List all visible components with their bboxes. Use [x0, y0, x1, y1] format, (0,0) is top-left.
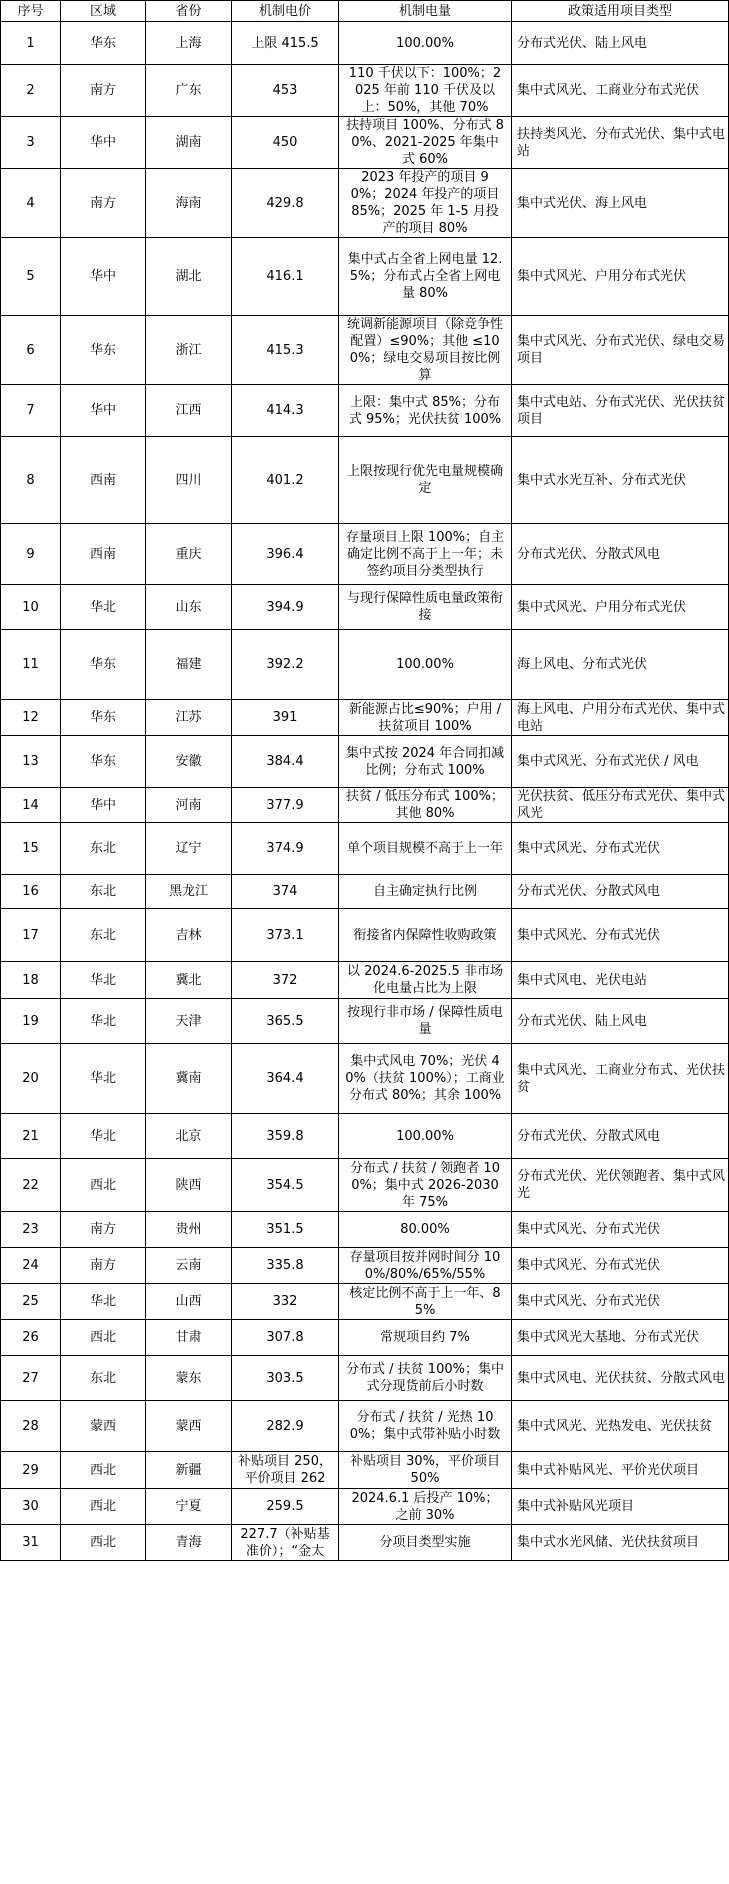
table-row — [1, 585, 729, 630]
project-type-cell: 集中式风光、分布式光伏、绿电交易项目 — [512, 316, 729, 385]
project-type-cell: 集中式风光、分布式光伏 / 风电 — [512, 736, 729, 788]
mechanism-price-cell: 372 — [232, 962, 339, 999]
row-number-cell: 7 — [1, 385, 61, 437]
province-cell: 江西 — [146, 385, 232, 437]
mechanism-volume-cell: 分布式 / 扶贫 / 光热 100%；集中式带补贴小时数 — [339, 1401, 512, 1452]
project-type-cell: 集中式补贴风光项目 — [512, 1489, 729, 1525]
mechanism-price-cell: 377.9 — [232, 788, 339, 823]
mechanism-price-cell: 414.3 — [232, 385, 339, 437]
table-row — [1, 1248, 729, 1284]
mechanism-price-cell: 365.5 — [232, 999, 339, 1044]
table-row — [1, 169, 729, 238]
province-cell: 青海 — [146, 1525, 232, 1561]
table-row — [1, 385, 729, 437]
mechanism-volume-cell: 衔接省内保障性收购政策 — [339, 909, 512, 962]
mechanism-price-cell: 394.9 — [232, 585, 339, 630]
row-number-cell: 4 — [1, 169, 61, 238]
project-type-cell: 分布式光伏、陆上风电 — [512, 22, 729, 65]
project-type-cell: 扶持类风光、分布式光伏、集中式电站 — [512, 117, 729, 169]
table-row — [1, 22, 729, 65]
project-type-cell: 集中式光伏、海上风电 — [512, 169, 729, 238]
region-cell: 华北 — [61, 585, 146, 630]
table-row — [1, 1452, 729, 1489]
mechanism-volume-cell: 集中式按 2024 年合同扣减比例；分布式 100% — [339, 736, 512, 788]
mechanism-price-cell: 303.5 — [232, 1356, 339, 1401]
project-type-cell: 集中式风光、分布式光伏 — [512, 1212, 729, 1248]
mechanism-volume-cell: 上限按现行优先电量规模确定 — [339, 437, 512, 524]
project-type-cell: 集中式风电、光伏电站 — [512, 962, 729, 999]
project-type-cell: 集中式风光、户用分布式光伏 — [512, 238, 729, 316]
mechanism-price-cell: 335.8 — [232, 1248, 339, 1284]
table-row — [1, 1284, 729, 1320]
province-cell: 浙江 — [146, 316, 232, 385]
mechanism-volume-cell: 扶贫 / 低压分布式 100%；其他 80% — [339, 788, 512, 823]
region-cell: 华东 — [61, 630, 146, 700]
header-cell: 省份 — [146, 1, 232, 22]
province-cell: 四川 — [146, 437, 232, 524]
province-cell: 北京 — [146, 1114, 232, 1159]
mechanism-volume-cell: 分项目类型实施 — [339, 1525, 512, 1561]
header-cell: 区域 — [61, 1, 146, 22]
row-number-cell: 25 — [1, 1284, 61, 1320]
region-cell: 华中 — [61, 238, 146, 316]
row-number-cell: 18 — [1, 962, 61, 999]
region-cell: 西北 — [61, 1525, 146, 1561]
mechanism-volume-cell: 常规项目约 7% — [339, 1320, 512, 1356]
province-cell: 黑龙江 — [146, 875, 232, 909]
mechanism-volume-cell: 核定比例不高于上一年、85% — [339, 1284, 512, 1320]
province-cell: 甘肃 — [146, 1320, 232, 1356]
mechanism-price-cell: 384.4 — [232, 736, 339, 788]
province-cell: 湖北 — [146, 238, 232, 316]
row-number-cell: 11 — [1, 630, 61, 700]
province-cell: 冀南 — [146, 1044, 232, 1114]
header-cell: 序号 — [1, 1, 61, 22]
mechanism-price-cell: 373.1 — [232, 909, 339, 962]
province-cell: 贵州 — [146, 1212, 232, 1248]
province-cell: 河南 — [146, 788, 232, 823]
table-row — [1, 238, 729, 316]
mechanism-price-cell: 332 — [232, 1284, 339, 1320]
row-number-cell: 26 — [1, 1320, 61, 1356]
region-cell: 南方 — [61, 169, 146, 238]
row-number-cell: 29 — [1, 1452, 61, 1489]
table-row — [1, 316, 729, 385]
table-row — [1, 437, 729, 524]
mechanism-volume-cell: 存量项目上限 100%；自主确定比例不高于上一年；未签约项目分类型执行 — [339, 524, 512, 585]
project-type-cell: 分布式光伏、光伏领跑者、集中式风光 — [512, 1159, 729, 1212]
table-row — [1, 1489, 729, 1525]
project-type-cell: 分布式光伏、分散式风电 — [512, 1114, 729, 1159]
region-cell: 华中 — [61, 117, 146, 169]
region-cell: 西北 — [61, 1489, 146, 1525]
province-cell: 福建 — [146, 630, 232, 700]
region-cell: 东北 — [61, 1356, 146, 1401]
region-cell: 华东 — [61, 736, 146, 788]
province-cell: 上海 — [146, 22, 232, 65]
header-cell: 机制电量 — [339, 1, 512, 22]
mechanism-volume-cell: 集中式占全省上网电量 12.5%；分布式占全省上网电量 80% — [339, 238, 512, 316]
mechanism-volume-cell: 补贴项目 30%，平价项目 50% — [339, 1452, 512, 1489]
mechanism-volume-cell: 以 2024.6-2025.5 非市场化电量占比为上限 — [339, 962, 512, 999]
mechanism-volume-cell: 自主确定执行比例 — [339, 875, 512, 909]
mechanism-price-cell: 227.7（补贴基准价）；“金太 — [232, 1525, 339, 1561]
mechanism-volume-cell: 扶持项目 100%、分布式 80%、2021-2025 年集中式 60% — [339, 117, 512, 169]
row-number-cell: 16 — [1, 875, 61, 909]
table-row — [1, 1212, 729, 1248]
mechanism-volume-cell: 2023 年投产的项目 90%；2024 年投产的项目 85%；2025 年 1-5 月投产的项目 80% — [339, 169, 512, 238]
table-row — [1, 962, 729, 999]
region-cell: 西北 — [61, 1159, 146, 1212]
mechanism-price-cell: 416.1 — [232, 238, 339, 316]
row-number-cell: 22 — [1, 1159, 61, 1212]
project-type-cell: 集中式风光、分布式光伏 — [512, 1248, 729, 1284]
table-row — [1, 1401, 729, 1452]
row-number-cell: 6 — [1, 316, 61, 385]
mechanism-price-cell: 374 — [232, 875, 339, 909]
row-number-cell: 24 — [1, 1248, 61, 1284]
table-row — [1, 875, 729, 909]
mechanism-price-cell: 上限 415.5 — [232, 22, 339, 65]
region-cell: 华东 — [61, 316, 146, 385]
row-number-cell: 5 — [1, 238, 61, 316]
row-number-cell: 2 — [1, 65, 61, 117]
mechanism-volume-cell: 统调新能源项目（除竞争性配置）≤90%；其他 ≤100%；绿电交易项目按比例算 — [339, 316, 512, 385]
table-row — [1, 1044, 729, 1114]
region-cell: 南方 — [61, 65, 146, 117]
project-type-cell: 集中式风光、工商业分布式光伏 — [512, 65, 729, 117]
table-row — [1, 823, 729, 875]
province-cell: 山东 — [146, 585, 232, 630]
project-type-cell: 光伏扶贫、低压分布式光伏、集中式风光 — [512, 788, 729, 823]
region-cell: 华北 — [61, 962, 146, 999]
mechanism-volume-cell: 与现行保障性质电量政策衔接 — [339, 585, 512, 630]
province-cell: 山西 — [146, 1284, 232, 1320]
mechanism-volume-cell: 分布式 / 扶贫 / 领跑者 100%；集中式 2026-2030 年 75% — [339, 1159, 512, 1212]
region-cell: 华中 — [61, 385, 146, 437]
region-cell: 西南 — [61, 524, 146, 585]
region-cell: 南方 — [61, 1248, 146, 1284]
mechanism-volume-cell: 100.00% — [339, 22, 512, 65]
project-type-cell: 集中式补贴风光、平价光伏项目 — [512, 1452, 729, 1489]
row-number-cell: 19 — [1, 999, 61, 1044]
row-number-cell: 1 — [1, 22, 61, 65]
project-type-cell: 分布式光伏、分散式风电 — [512, 524, 729, 585]
mechanism-price-cell: 359.8 — [232, 1114, 339, 1159]
row-number-cell: 15 — [1, 823, 61, 875]
table-row — [1, 65, 729, 117]
row-number-cell: 17 — [1, 909, 61, 962]
region-cell: 东北 — [61, 875, 146, 909]
mechanism-price-cell: 374.9 — [232, 823, 339, 875]
province-cell: 蒙东 — [146, 1356, 232, 1401]
mechanism-price-cell: 364.4 — [232, 1044, 339, 1114]
table-row — [1, 1356, 729, 1401]
region-cell: 西南 — [61, 437, 146, 524]
project-type-cell: 集中式风光、分布式光伏 — [512, 909, 729, 962]
province-cell: 辽宁 — [146, 823, 232, 875]
mechanism-price-cell: 392.2 — [232, 630, 339, 700]
table-row — [1, 736, 729, 788]
row-number-cell: 30 — [1, 1489, 61, 1525]
region-cell: 东北 — [61, 823, 146, 875]
mechanism-volume-cell: 上限：集中式 85%；分布式 95%；光伏扶贫 100% — [339, 385, 512, 437]
project-type-cell: 集中式水光互补、分布式光伏 — [512, 437, 729, 524]
mechanism-price-cell: 401.2 — [232, 437, 339, 524]
region-cell: 南方 — [61, 1212, 146, 1248]
mechanism-volume-cell: 80.00% — [339, 1212, 512, 1248]
row-number-cell: 21 — [1, 1114, 61, 1159]
project-type-cell: 集中式风光、分布式光伏 — [512, 1284, 729, 1320]
project-type-cell: 集中式风光、工商业分布式、光伏扶贫 — [512, 1044, 729, 1114]
project-type-cell: 集中式风光大基地、分布式光伏 — [512, 1320, 729, 1356]
table-row — [1, 1114, 729, 1159]
mechanism-volume-cell: 100.00% — [339, 1114, 512, 1159]
project-type-cell: 海上风电、分布式光伏 — [512, 630, 729, 700]
region-cell: 华中 — [61, 788, 146, 823]
table-row — [1, 909, 729, 962]
region-cell: 华北 — [61, 1114, 146, 1159]
row-number-cell: 3 — [1, 117, 61, 169]
region-cell: 华北 — [61, 1284, 146, 1320]
mechanism-price-cell: 354.5 — [232, 1159, 339, 1212]
mechanism-volume-cell: 100.00% — [339, 630, 512, 700]
province-cell: 海南 — [146, 169, 232, 238]
row-number-cell: 12 — [1, 700, 61, 736]
project-type-cell: 集中式风光、分布式光伏 — [512, 823, 729, 875]
province-cell: 吉林 — [146, 909, 232, 962]
mechanism-price-cell: 259.5 — [232, 1489, 339, 1525]
region-cell: 西北 — [61, 1452, 146, 1489]
province-cell: 云南 — [146, 1248, 232, 1284]
table-row — [1, 1159, 729, 1212]
province-cell: 重庆 — [146, 524, 232, 585]
table-body — [1, 22, 729, 1561]
mechanism-price-cell: 450 — [232, 117, 339, 169]
table-row — [1, 788, 729, 823]
header-cell: 机制电价 — [232, 1, 339, 22]
row-number-cell: 8 — [1, 437, 61, 524]
table-row — [1, 999, 729, 1044]
mechanism-price-cell: 415.3 — [232, 316, 339, 385]
table-row — [1, 117, 729, 169]
project-type-cell: 集中式风光、户用分布式光伏 — [512, 585, 729, 630]
project-type-cell: 分布式光伏、陆上风电 — [512, 999, 729, 1044]
region-cell: 西北 — [61, 1320, 146, 1356]
province-cell: 蒙西 — [146, 1401, 232, 1452]
province-cell: 湖南 — [146, 117, 232, 169]
mechanism-price-cell: 453 — [232, 65, 339, 117]
project-type-cell: 集中式水光风储、光伏扶贫项目 — [512, 1525, 729, 1561]
table-row — [1, 700, 729, 736]
project-type-cell: 集中式风电、光伏扶贫、分散式风电 — [512, 1356, 729, 1401]
table-row — [1, 630, 729, 700]
region-cell: 华东 — [61, 700, 146, 736]
table-header-row — [1, 1, 729, 22]
province-cell: 天津 — [146, 999, 232, 1044]
region-cell: 华北 — [61, 1044, 146, 1114]
header-cell: 政策适用项目类型 — [512, 1, 729, 22]
table-row — [1, 1525, 729, 1561]
region-cell: 华东 — [61, 22, 146, 65]
mechanism-price-cell: 282.9 — [232, 1401, 339, 1452]
province-cell: 安徽 — [146, 736, 232, 788]
mechanism-volume-cell: 集中式风电 70%；光伏 40%（扶贫 100%）；工商业分布式 80%；其余 100% — [339, 1044, 512, 1114]
mechanism-price-cell: 补贴项目 250，平价项目 262 — [232, 1452, 339, 1489]
row-number-cell: 28 — [1, 1401, 61, 1452]
region-cell: 蒙西 — [61, 1401, 146, 1452]
province-cell: 冀北 — [146, 962, 232, 999]
project-type-cell: 分布式光伏、分散式风电 — [512, 875, 729, 909]
mechanism-volume-cell: 单个项目规模不高于上一年 — [339, 823, 512, 875]
project-type-cell: 海上风电、户用分布式光伏、集中式电站 — [512, 700, 729, 736]
table-row — [1, 524, 729, 585]
mechanism-price-cell: 351.5 — [232, 1212, 339, 1248]
row-number-cell: 27 — [1, 1356, 61, 1401]
row-number-cell: 23 — [1, 1212, 61, 1248]
province-cell: 宁夏 — [146, 1489, 232, 1525]
mechanism-volume-cell: 110 千伏以下：100%；2025 年前 110 千伏及以上：50%，其他 70% — [339, 65, 512, 117]
mechanism-price-cell: 307.8 — [232, 1320, 339, 1356]
project-type-cell: 集中式风光、光热发电、光伏扶贫 — [512, 1401, 729, 1452]
province-cell: 广东 — [146, 65, 232, 117]
region-cell: 东北 — [61, 909, 146, 962]
mechanism-volume-cell: 2024.6.1 后投产 10%；之前 30% — [339, 1489, 512, 1525]
region-cell: 华北 — [61, 999, 146, 1044]
mechanism-volume-cell: 存量项目按并网时间分 100%/80%/65%/55% — [339, 1248, 512, 1284]
mechanism-volume-cell: 新能源占比≤90%；户用 / 扶贫项目 100% — [339, 700, 512, 736]
mechanism-price-cell: 429.8 — [232, 169, 339, 238]
table-row — [1, 1320, 729, 1356]
row-number-cell: 9 — [1, 524, 61, 585]
mechanism-price-cell: 396.4 — [232, 524, 339, 585]
mechanism-volume-cell: 分布式 / 扶贫 100%；集中式分现货前后小时数 — [339, 1356, 512, 1401]
row-number-cell: 14 — [1, 788, 61, 823]
row-number-cell: 13 — [1, 736, 61, 788]
row-number-cell: 31 — [1, 1525, 61, 1561]
province-cell: 新疆 — [146, 1452, 232, 1489]
province-cell: 江苏 — [146, 700, 232, 736]
project-type-cell: 集中式电站、分布式光伏、光伏扶贫项目 — [512, 385, 729, 437]
mechanism-price-cell: 391 — [232, 700, 339, 736]
row-number-cell: 20 — [1, 1044, 61, 1114]
mechanism-volume-cell: 按现行非市场 / 保障性质电量 — [339, 999, 512, 1044]
row-number-cell: 10 — [1, 585, 61, 630]
province-cell: 陕西 — [146, 1159, 232, 1212]
